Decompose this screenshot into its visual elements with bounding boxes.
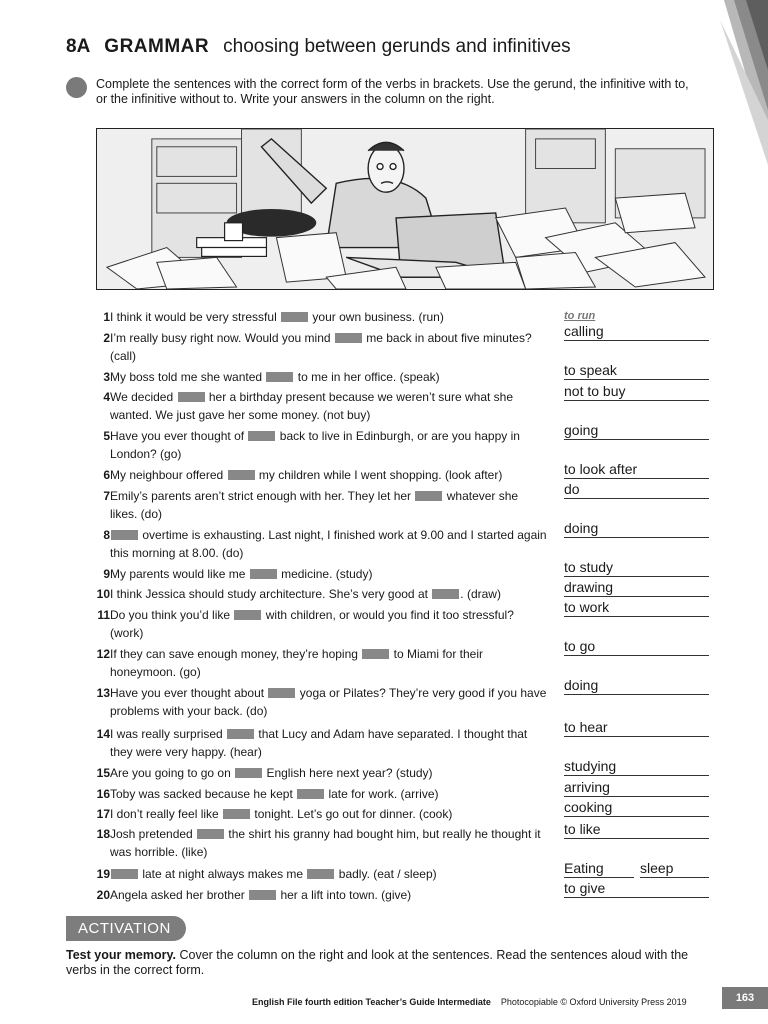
question-text [110, 308, 548, 326]
question-5 [88, 427, 548, 463]
question-text-part: your own business. (run) [312, 310, 444, 324]
answer-gap [248, 431, 275, 441]
question-text [110, 764, 548, 782]
question-text-part: . (draw) [460, 587, 501, 601]
page-title [66, 36, 571, 58]
question-text-part: tonight. Let’s go out for dinner. (cook) [254, 807, 453, 821]
question-12 [88, 645, 548, 681]
question-number: 11 [97, 608, 110, 622]
question-10 [88, 585, 548, 603]
exercise-bullet-icon [66, 77, 87, 98]
question-19 [88, 865, 548, 883]
question-13 [88, 684, 548, 720]
answer-line: doing [564, 520, 709, 538]
question-text-part: my children while I went shopping. (look after) [258, 468, 503, 482]
answer-line: to work [564, 599, 709, 617]
question-text [110, 886, 548, 904]
footer [252, 997, 687, 1007]
question-text-part: English here next year? (study) [266, 766, 433, 780]
question-text-part: Toby was sacked because he kept [110, 787, 293, 801]
question-text [110, 526, 548, 562]
question-number: 17 [96, 807, 110, 821]
question-number: 9 [103, 567, 110, 581]
question-number: 20 [96, 888, 110, 902]
answer-line: going [564, 422, 709, 440]
question-text-part: her a birthday present because we weren’t sure what she wanted. We just gave her some money. (not buy) [110, 390, 514, 422]
question-text [110, 725, 548, 761]
question-text-part: that Lucy and Adam have separated. I thought that they were very happy. (hear) [110, 727, 528, 759]
answer-gap [228, 470, 255, 480]
question-text [110, 805, 548, 823]
question-number: 13 [96, 686, 110, 700]
answer-line: to like [564, 821, 709, 839]
question-text [110, 487, 548, 523]
question-text [110, 684, 548, 720]
answer-gap [227, 729, 254, 739]
question-text-part: late for work. (arrive) [328, 787, 439, 801]
answer-gap [250, 569, 277, 579]
answer-line: not to buy [564, 383, 709, 401]
answer-gap [362, 649, 389, 659]
answer-gap [432, 589, 459, 599]
answer-line: cooking [564, 799, 709, 817]
question-text-part: I was really surprised [110, 727, 223, 741]
question-text-part: to Miami for their honeymoon. (go) [110, 647, 483, 679]
answer-gap [415, 491, 442, 501]
question-text-part: Emily’s parents aren’t strict enough with her. They let her [110, 489, 412, 503]
question-number: 8 [103, 528, 110, 542]
answer-gap [111, 869, 138, 879]
question-text [110, 825, 548, 861]
answer-gap [178, 392, 205, 402]
example-answer: to run [564, 310, 596, 322]
question-text-part: yoga or Pilates? They’re very good if you have problems with your back. (do) [110, 686, 547, 718]
question-number: 10 [96, 587, 110, 601]
answer-line: doing [564, 677, 709, 695]
question-9 [88, 565, 548, 583]
question-17 [88, 805, 548, 823]
question-text-part: I think it would be very stressful [110, 310, 277, 324]
answer-line: do [564, 481, 709, 499]
question-text-part: badly. (eat / sleep) [338, 867, 437, 881]
question-text-part: whatever she likes. (do) [110, 489, 519, 521]
answer-gap [281, 312, 308, 322]
page-number: 163 [722, 987, 768, 1009]
section-label: GRAMMAR [104, 36, 210, 57]
question-number: 5 [103, 429, 110, 443]
question-number: 15 [96, 766, 110, 780]
question-number: 4 [103, 390, 110, 404]
instructions: Complete the sentences with the correct form of the verbs in brackets. Use the gerund, the infinitive with to, or the infinitive without to. Write your answers in the column on the right. [96, 77, 689, 106]
question-text-part: medicine. (study) [281, 567, 373, 581]
topic-title: choosing between gerunds and infinitives [223, 36, 571, 57]
activation-body: Cover the column on the right and look at the sentences. Read the sentences aloud with the verbs in the correct form. [66, 948, 689, 977]
question-text-part: We decided [110, 390, 174, 404]
question-11 [88, 606, 548, 642]
answer-line: Eating [564, 860, 634, 878]
answer-gap [335, 333, 362, 343]
question-20 [88, 886, 548, 904]
question-text-part: I’m really busy right now. Would you mind [110, 331, 331, 345]
answer-gap [307, 869, 334, 879]
question-text-part: Josh pretended [110, 827, 193, 841]
answer-gap [111, 530, 138, 540]
question-text [110, 329, 548, 365]
answer-gap [197, 829, 224, 839]
corner-decoration [720, 0, 768, 165]
answer-line: to speak [564, 362, 709, 380]
question-6 [88, 466, 548, 484]
activation-lead: Test your memory. [66, 948, 176, 962]
footer-copyright: Photocopiable © Oxford University Press 2019 [500, 997, 687, 1007]
answer-gap [223, 809, 250, 819]
question-18 [88, 825, 548, 861]
question-text-part: My boss told me she wanted [110, 370, 263, 384]
question-4 [88, 388, 548, 424]
question-number: 19 [96, 867, 110, 881]
question-text-part: Have you ever thought of [110, 429, 245, 443]
question-number: 2 [103, 331, 110, 345]
question-text-part: back to live in Edinburgh, or are you happy in London? (go) [110, 429, 520, 461]
question-text-part: her a lift into town. (give) [280, 888, 412, 902]
answer-line: to go [564, 638, 709, 656]
question-text-part: overtime is exhausting. Last night, I finished work at 9.00 and I started again this morning at 8.00. (do) [110, 528, 547, 560]
answer-line: drawing [564, 579, 709, 597]
question-text-part: late at night always makes me [142, 867, 304, 881]
question-text-part: My parents would like me [110, 567, 246, 581]
answer-gap [266, 372, 293, 382]
question-7 [88, 487, 548, 523]
question-text-part: with children, or would you find it too stressful? (work) [110, 608, 514, 640]
question-text [110, 865, 548, 883]
answer-gap [297, 789, 324, 799]
question-3 [88, 368, 548, 386]
question-14 [88, 725, 548, 761]
question-text-part: Do you think you’d like [110, 608, 231, 622]
answer-gap [235, 768, 262, 778]
answer-line: to study [564, 559, 709, 577]
answer-line: sleep [640, 860, 709, 878]
answer-line: to hear [564, 719, 709, 737]
question-15 [88, 764, 548, 782]
question-number: 3 [103, 370, 110, 384]
question-number: 14 [96, 727, 110, 741]
question-text [110, 368, 548, 386]
activation-heading: ACTIVATION [66, 916, 186, 941]
question-number: 18 [96, 827, 110, 841]
question-text-part: I don’t really feel like [110, 807, 219, 821]
question-number: 6 [103, 468, 110, 482]
question-text [110, 565, 548, 583]
question-number: 1 [103, 310, 110, 324]
question-text [110, 606, 548, 642]
question-text-part: My neighbour offered [110, 468, 224, 482]
question-text-part: Angela asked her brother [110, 888, 245, 902]
question-text [110, 388, 548, 424]
question-text-part: the shirt his granny had bought him, but really he thought it was horrible. (like) [110, 827, 541, 859]
answer-gap [234, 610, 261, 620]
answer-gap [249, 890, 276, 900]
unit-number: 8A [66, 36, 91, 57]
answer-line: calling [564, 323, 709, 341]
question-1 [88, 308, 548, 326]
question-number: 16 [96, 787, 110, 801]
activation-text [66, 948, 716, 978]
question-text [110, 585, 548, 603]
answer-gap [268, 688, 295, 698]
question-text-part: me back in about five minutes? (call) [110, 331, 532, 363]
office-illustration [96, 128, 714, 290]
answer-line: to look after [564, 461, 709, 479]
question-2 [88, 329, 548, 365]
question-8 [88, 526, 548, 562]
question-text [110, 645, 548, 681]
question-text-part: I think Jessica should study architecture. She’s very good at [110, 587, 428, 601]
question-text-part: to me in her office. (speak) [297, 370, 440, 384]
footer-book: English File fourth edition Teacher’s Guide Intermediate [252, 997, 491, 1007]
answer-line: studying [564, 758, 709, 776]
question-text [110, 785, 548, 803]
question-text-part: If they can save enough money, they’re hoping [110, 647, 358, 661]
question-number: 7 [103, 489, 110, 503]
question-text [110, 427, 548, 463]
question-16 [88, 785, 548, 803]
question-text [110, 466, 548, 484]
question-number: 12 [96, 647, 110, 661]
answer-line: arriving [564, 779, 709, 797]
question-text-part: Are you going to go on [110, 766, 231, 780]
answer-line: to give [564, 880, 709, 898]
question-text-part: Have you ever thought about [110, 686, 265, 700]
